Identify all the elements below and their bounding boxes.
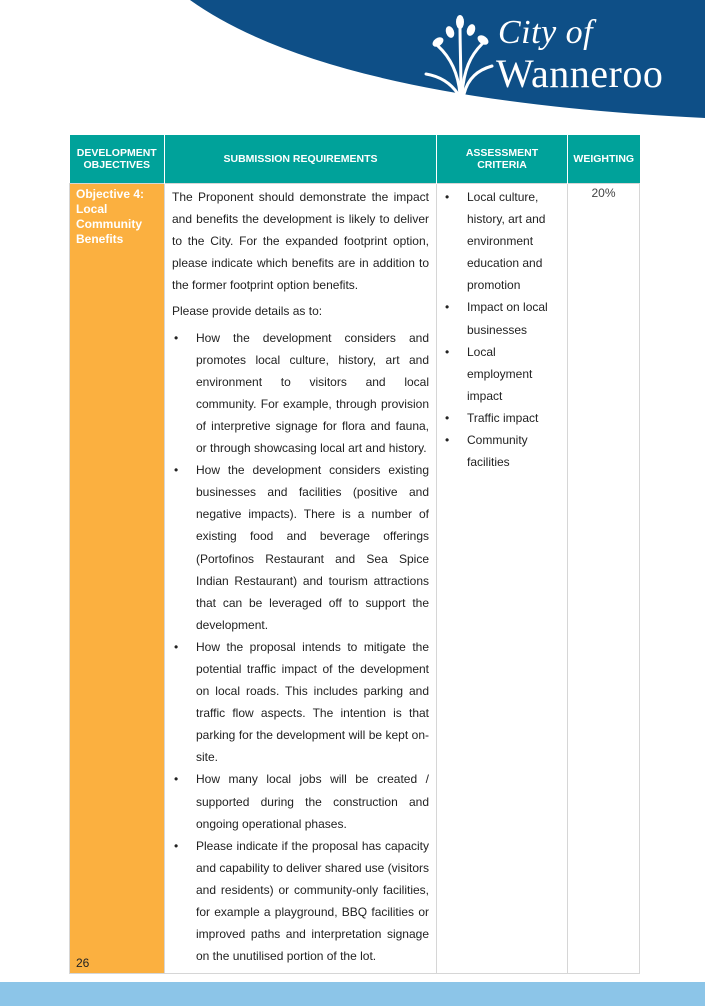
weighting-cell: 20%	[568, 184, 640, 974]
footer-bar	[0, 982, 705, 1006]
submission-cell	[165, 184, 437, 974]
objective-cell: Objective 4: Local Community Benefits	[70, 184, 165, 974]
table-header-row	[70, 135, 640, 184]
list-item: • How the development considers existing businesses and facilities (positive and negative impacts). There is a number of existing food and beverage offerings (Portofinos Restaurant and Sea Spice Indian Restaurant) and tourism attractions that can be leveraged off to support the development.	[196, 459, 429, 636]
city-logo	[420, 10, 700, 100]
table-row	[70, 184, 640, 974]
logo-text-wanneroo: Wanneroo	[496, 51, 664, 96]
criteria-cell	[437, 184, 568, 974]
header-development-objectives: DEVELOPMENT OBJECTIVES	[70, 135, 165, 184]
header-weighting: WEIGHTING	[568, 135, 640, 184]
kangaroo-paw-icon	[420, 12, 500, 96]
submission-details-lead: Please provide details as to:	[172, 304, 323, 319]
submission-requirements-table	[69, 135, 640, 974]
header-assessment-criteria: ASSESSMENT CRITERIA	[437, 135, 568, 184]
list-item: • Community facilities	[467, 429, 561, 473]
list-item: • How the development considers and promotes local culture, history, art and environment to visitors and local community. For example, through provision of interpretive signage for flora and fauna, or through showcasing local art and history.	[196, 327, 429, 460]
requirements-list	[172, 327, 429, 968]
list-item: • Please indicate if the proposal has capacity and capability to deliver shared use (visitors and residents) or community-only facilities, for example a playground, BBQ facilities or improved paths and interpretation signage on the unutilised portion of the lot.	[196, 835, 429, 968]
list-item: • Local culture, history, art and environment education and promotion	[467, 186, 561, 296]
list-item: • Traffic impact	[467, 407, 561, 429]
logo-text-city-of: City of	[498, 14, 594, 51]
list-item: • Local employment impact	[467, 341, 561, 407]
page-number: 26	[76, 956, 90, 970]
header-submission-requirements: SUBMISSION REQUIREMENTS	[165, 135, 437, 184]
list-item: • How the proposal intends to mitigate the potential traffic impact of the development on local roads. This includes parking and traffic flow aspects. The intention is that parking for the development will be kept on-site.	[196, 636, 429, 769]
list-item: • How many local jobs will be created / supported during the construction and ongoing operational phases.	[196, 768, 429, 834]
criteria-list	[443, 186, 561, 473]
submission-intro: The Proponent should demonstrate the impact and benefits the development is likely to deliver to the City. For the expanded footprint option, please indicate which benefits are in addition to the former footprint option benefits.	[172, 190, 429, 293]
list-item: • Impact on local businesses	[467, 296, 561, 340]
